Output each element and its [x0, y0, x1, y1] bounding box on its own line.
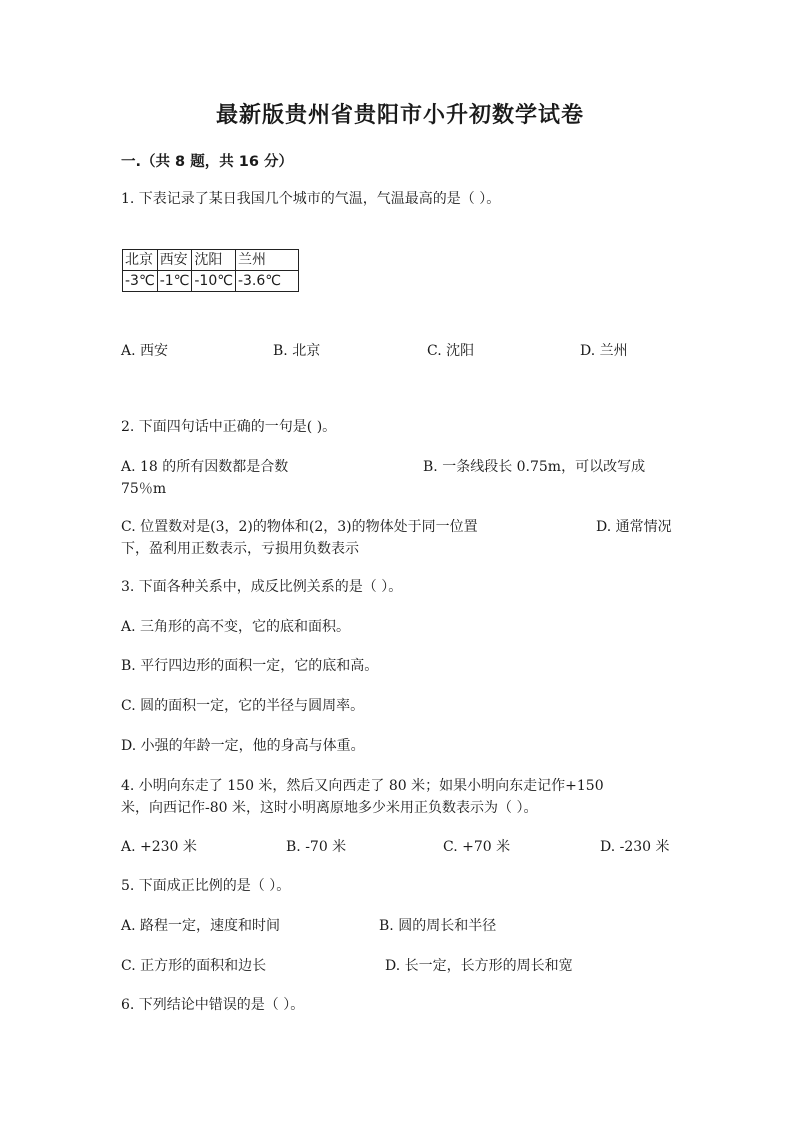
question-4-option-b: B. -70 米 [286, 839, 347, 855]
table-cell: -3.6℃ [235, 271, 298, 292]
question-3-option-b: B. 平行四边形的面积一定，它的底和高。 [121, 658, 379, 674]
question-4-option-d: D. -230 米 [600, 839, 670, 855]
question-2-option-c: C. 位置数对是(3，2)的物体和(2，3)的物体处于同一位置 [121, 519, 478, 535]
table-cell: -10℃ [192, 271, 236, 292]
question-2-option-d-continued: 下，盈利用正数表示，亏损用负数表示 [121, 541, 359, 557]
table-cell: 沈阳 [192, 250, 236, 271]
question-2-option-a: A. 18 的所有因数都是合数 [121, 459, 289, 475]
question-2-option-b: B. 一条线段长 0.75m，可以改写成 [423, 459, 646, 475]
question-6-stem: 6. 下列结论中错误的是（ ）。 [121, 997, 305, 1013]
question-1-option-a: A. 西安 [121, 343, 169, 359]
question-3-option-d: D. 小强的年龄一定，他的身高与体重。 [121, 738, 365, 754]
question-3-option-a: A. 三角形的高不变，它的底和面积。 [121, 619, 351, 635]
question-3-stem: 3. 下面各种关系中，成反比例关系的是（ ）。 [121, 579, 403, 595]
question-5-option-d: D. 长一定，长方形的周长和宽 [385, 958, 573, 974]
question-5-option-a: A. 路程一定，速度和时间 [121, 918, 281, 934]
table-cell: 西安 [157, 250, 192, 271]
question-2-stem: 2. 下面四句话中正确的一句是( )。 [121, 419, 337, 435]
question-4-stem: 4. 小明向东走了 150 米，然后又向西走了 80 米；如果小明向东走记作+150 [121, 778, 604, 794]
question-2-option-d: D. 通常情况 [596, 519, 672, 535]
question-1-option-c: C. 沈阳 [427, 343, 475, 359]
question-1-stem: 1. 下表记录了某日我国几个城市的气温，气温最高的是（ ）。 [121, 191, 501, 207]
table-cell: 兰州 [235, 250, 298, 271]
table-cell: -3℃ [123, 271, 158, 292]
temperature-table [122, 249, 299, 292]
page-title: 最新版贵州省贵阳市小升初数学试卷 [215, 103, 584, 128]
question-1-option-b: B. 北京 [273, 343, 321, 359]
question-5-option-b: B. 圆的周长和半径 [379, 918, 497, 934]
question-4-stem-continued: 米，向西记作-80 米，这时小明离原地多少米用正负数表示为（ ）。 [121, 800, 538, 816]
question-1-option-d: D. 兰州 [580, 343, 628, 359]
table-cell: 北京 [123, 250, 158, 271]
section-heading: 一.（共 8 题，共 16 分） [121, 154, 293, 170]
question-4-option-c: C. +70 米 [443, 839, 511, 855]
question-4-option-a: A. +230 米 [121, 839, 197, 855]
question-5-option-c: C. 正方形的面积和边长 [121, 958, 267, 974]
table-row [123, 271, 299, 292]
question-2-option-b-continued: 75％m [121, 481, 167, 497]
question-3-option-c: C. 圆的面积一定，它的半径与圆周率。 [121, 698, 365, 714]
table-row [123, 250, 299, 271]
table-cell: -1℃ [157, 271, 192, 292]
question-5-stem: 5. 下面成正比例的是（ ）。 [121, 878, 291, 894]
